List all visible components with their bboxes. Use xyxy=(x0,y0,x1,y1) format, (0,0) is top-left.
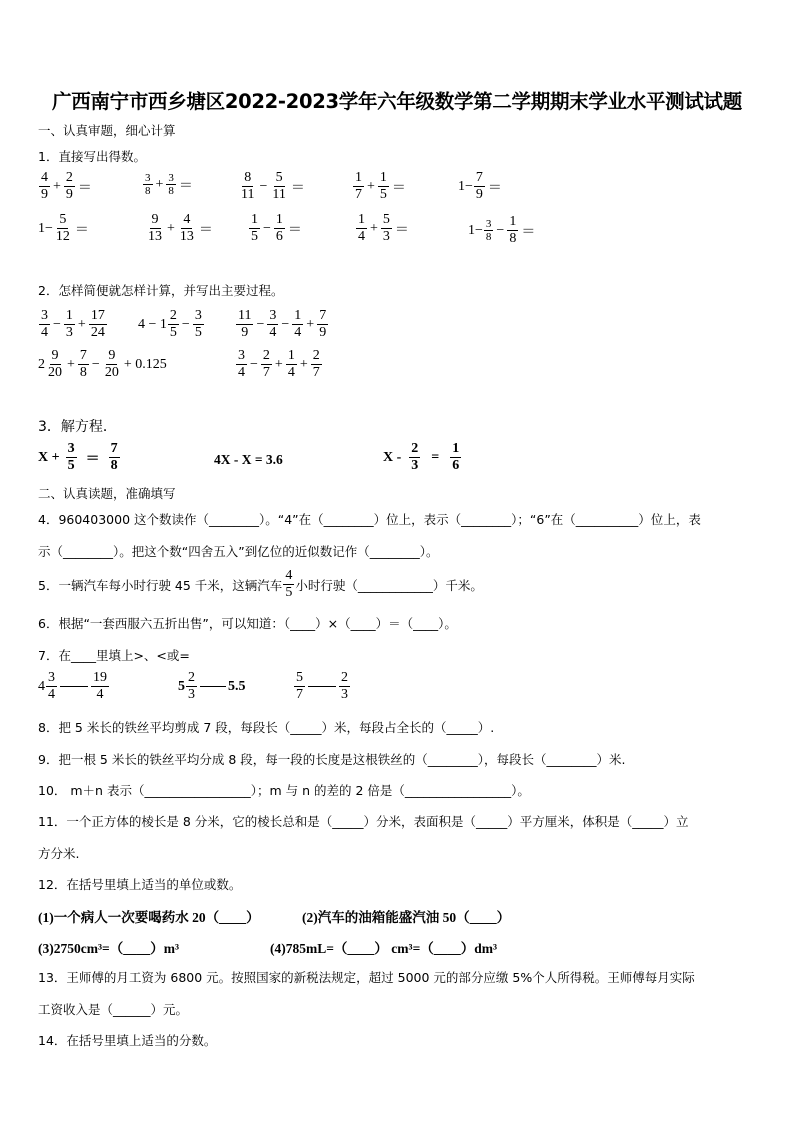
q2-expression-1: $\frac{3}{4}$ − $\frac{1}{3}$ + $\frac{17}{24}$ xyxy=(41,308,105,340)
section-heading-2: 二、认真读题，准确填写 xyxy=(38,486,176,501)
q1-item-6: 1− $\frac{5}{12}$ ＝ xyxy=(38,212,89,244)
q1-item-4: $\frac{1}{7}$ + $\frac{1}{5}$ ＝ xyxy=(355,170,406,202)
question-7-label: 7．在____里填上>、<或= xyxy=(38,648,190,663)
q1-item-9: $\frac{1}{4}$ + $\frac{5}{3}$ ＝ xyxy=(358,212,409,244)
question-14: 14．在括号里填上适当的分数。 xyxy=(38,1033,217,1048)
q3-equation-2: 4X - X = 3.6 xyxy=(214,452,283,467)
question-5: 5．一辆汽车每小时行驶 45 千米，这辆汽车 $\frac{4}{5}$ 小时行驶（____________）千米。 xyxy=(38,568,483,600)
question-6: 6．根据“一套西服六五折出售”，可以知道：（____）×（____）＝（____）。 xyxy=(38,616,457,631)
q2-expression-4: 2 $\frac{9}{20}$ + $\frac{7}{8}$ − $\frac{9}{20}$ + 0.125 xyxy=(38,348,167,380)
q2-expression-5: $\frac{3}{4}$ − $\frac{2}{7}$ + $\frac{1}{4}$ + $\frac{2}{7}$ xyxy=(238,348,320,380)
q1-item-1: $\frac{4}{9}$ + $\frac{2}{9}$ ＝ xyxy=(41,170,92,202)
question-11-line-1: 11．一个正方体的棱长是 8 分米，它的棱长总和是（_____）分米，表面积是（_____）平方厘米，体积是（_____）立 xyxy=(38,814,689,829)
q1-item-7: $\frac{9}{13}$ + $\frac{4}{13}$ ＝ xyxy=(148,212,213,244)
q1-item-10: 1− $\frac{3}{8}$ − $\frac{1}{8}$ ＝ xyxy=(468,214,536,246)
question-1-label: 1．直接写出得数。 xyxy=(38,149,146,164)
question-3-label: 3．解方程． xyxy=(38,419,117,435)
question-2-label: 2．怎样简便就怎样计算，并写出主要过程。 xyxy=(38,283,284,298)
q12-part-3: (3)2750cm³=（____）m³ xyxy=(38,941,180,956)
question-9: 9．把一根 5 米长的铁丝平均分成 8 段，每一段的长度是这根铁丝的（________），每段长（________）米. xyxy=(38,752,626,767)
question-13-line-1: 13．王师傅的月工资为 6800 元。按照国家的新税法规定，超过 5000 元的部分应缴 5%个人所得税。王师傅每月实际 xyxy=(38,970,695,985)
q3-equation-3: X - $\frac{2}{3}$ = $\frac{1}{6}$ xyxy=(383,441,460,473)
q1-item-8: $\frac{1}{5}$ − $\frac{1}{6}$ ＝ xyxy=(251,212,302,244)
page-title: 广西南宁市西乡塘区2022-2023学年六年级数学第二学期期末学业水平测试试题 xyxy=(52,90,742,113)
q7-compare-3: $\frac{5}{7}$ $\frac{2}{3}$ xyxy=(296,670,348,702)
question-10: 10． m＋n 表示（_________________）；m 与 n 的差的 2 倍是（_________________）。 xyxy=(38,783,530,798)
q2-expression-3: $\frac{11}{9}$ − $\frac{3}{4}$ − $\frac{1}{4}$ + $\frac{7}{9}$ xyxy=(238,308,327,340)
question-4-line-2: 示（________）。把这个数“四舍五入”到亿位的近似数记作（________）。 xyxy=(38,544,439,559)
question-13-line-2: 工资收入是（______）元。 xyxy=(38,1002,189,1017)
question-4-line-1: 4．960403000 这个数读作（________）。“4”在（________）位上，表示（________）；“6”在（__________）位上，表 xyxy=(38,512,701,527)
q12-part-4: (4)785mL=（____） cm³=（____）dm³ xyxy=(270,941,498,956)
question-12-label: 12．在括号里填上适当的单位或数。 xyxy=(38,877,242,892)
fraction: $\frac{4}{9}$ xyxy=(41,170,48,202)
q12-part-2: (2)汽车的油箱能盛汽油 50（____） xyxy=(302,910,511,925)
q12-part-1: (1)一个病人一次要喝药水 20（____） xyxy=(38,910,260,925)
q7-compare-1: 4 $\frac{3}{4}$ $\frac{19}{4}$ xyxy=(38,670,107,702)
question-11-line-2: 方分米. xyxy=(38,846,80,861)
section-heading-1: 一、认真审题，细心计算 xyxy=(38,123,176,138)
q1-item-3: $\frac{8}{11}$ − $\frac{5}{11}$ ＝ xyxy=(241,170,305,202)
question-8: 8．把 5 米长的铁丝平均剪成 7 段，每段长（_____）米，每段占全长的（_____）. xyxy=(38,720,495,735)
q3-equation-1: X + $\frac{3}{5}$ ＝ $\frac{7}{8}$ xyxy=(38,441,118,473)
q1-item-5: 1− $\frac{7}{9}$ ＝ xyxy=(458,170,502,202)
q1-item-2: $\frac{3}{8}$ + $\frac{3}{8}$ ＝ xyxy=(145,172,193,197)
q7-compare-2: 5 $\frac{2}{3}$ 5.5 xyxy=(178,670,246,702)
q2-expression-2: 4 − 1 $\frac{2}{5}$ − $\frac{3}{5}$ xyxy=(138,308,202,340)
